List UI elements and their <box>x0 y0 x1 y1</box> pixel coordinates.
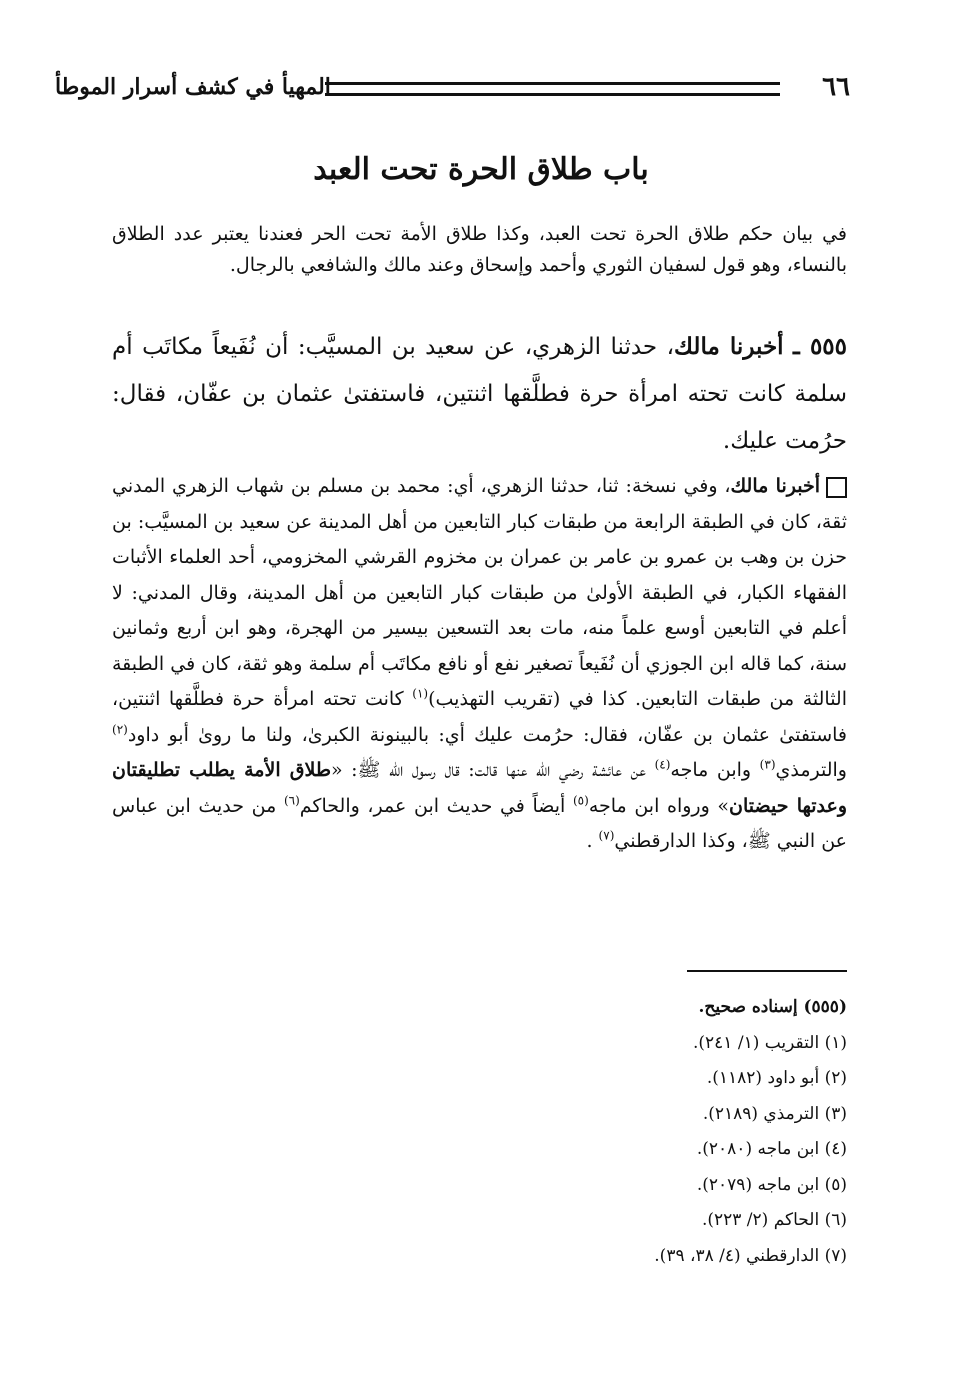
footnote-ref: (٥) <box>572 793 589 808</box>
hadith-number: ٥٥٥ ـ <box>793 333 848 360</box>
footnote-ref: (١) <box>412 686 429 701</box>
footnote-ref: (٦) <box>283 793 300 808</box>
footnote-item: (٤) ابن ماجه (٢٠٨٠). <box>696 1139 847 1159</box>
commentary-part: » ورواه ابن ماجه <box>588 794 730 817</box>
header-double-rule <box>325 82 780 96</box>
commentary-part: وابن ماجه <box>670 759 760 781</box>
footnote-item: (٦) الحاكم (٢/ ٢٢٣). <box>701 1210 847 1230</box>
running-title: المهيأ في كشف أسرار الموطأ <box>55 74 331 100</box>
hadith-text: ، حدثنا الزهري، عن سعيد بن المسيَّب: أن نُفَيعاً مكاتَب أم سلمة كانت تحته امرأة حرة فطلَّقها اثنتين، فاستفتىٰ عثمان بن عفّان، فقال: حرُمت عليك. <box>112 334 847 454</box>
commentary-part: كانت تحته امرأة حرة فطلَّقها اثنتين، فاستفتىٰ عثمان بن عفّان، فقال: حرُمت عليك أي: بالبينونة الكبرىٰ، ولنا ما روىٰ أبو داود <box>112 688 847 746</box>
intro-paragraph: في بيان حكم طلاق الحرة تحت العبد، وكذا طلاق الأمة تحت الحر فعندنا يعتبر عدد الطلاق بالنساء، وهو قول لسفيان الثوري وأحمد وإسحاق وعند مالك والشافعي بالرجال. <box>112 223 847 276</box>
hadith-quote: طلاق الأمة يطلب تطليقتان وعدتها حيضتان <box>112 759 848 817</box>
footnotes-list <box>112 990 847 1274</box>
chapter-title: باب طلاق الحرة تحت العبد <box>313 152 649 187</box>
footnote-item: (٥) ابن ماجه (٢٠٧٩). <box>696 1174 847 1195</box>
footnote-ref: (٢) <box>112 722 128 737</box>
commentary-part: ، وفي نسخة: ثنا، حدثنا الزهري، أي: محمد بن مسلم بن شهاب الزهري المدني ثقة، كان في الطبقة الرابعة من طبقات كبار التابعين من أهل المدينة عن سعيد بن المسيَّب: بن حزن بن وهب بن عمرو بن عامر بن عمران بن مخزوم القرشي المخزومي، أحد العلماء الأثبات الفقهاء الكبار، في الطبقة الأولىٰ من طبقات كبار التابعين من أهل المدينة، وقال المدني: لا أعلم في التابعين أوسع علماً منه، مات بعد التسعين بيسير من الهجرة، وهو ابن أربع وثمانين سنة، كما قاله ابن الجوزي أن نُفَيعاً تصغير نفع أو نافع مكاتَب أم سلمة وهو ثقة، كان في الطبقة الثالثة من طبقات التابعين. كذا في (تقريب التهذيب) <box>112 475 847 710</box>
footnote-item: (٢) أبو داود (١١٨٢). <box>706 1068 847 1088</box>
footnote-item: (٧) الدارقطني (٤/ ٣٨، ٣٩). <box>654 1245 847 1266</box>
footnote-ref: (٣) <box>759 757 776 772</box>
footnote-item: (٣) الترمذي (٢١٨٩). <box>702 1103 847 1124</box>
commentary-paragraph <box>112 469 847 860</box>
footnote-item: (٥٥٥) إسناده صحيح. <box>698 997 847 1017</box>
footnote-item: (١) التقريب (١/ ٢٤١). <box>692 1032 847 1053</box>
commentary-part: عن عائشة رضي الله عنها قالت: قال رسول الله ﷺ: « <box>330 759 655 781</box>
commentary-part: من حديث ابن عباس عن النبي ﷺ، وكذا الدارقطني <box>112 794 847 852</box>
hadith-lead: أخبرنا مالك <box>674 333 784 360</box>
page-header <box>55 70 850 106</box>
footnote-separator <box>687 970 847 972</box>
commentary-part: والترمذي <box>775 759 847 781</box>
commentary-lead: أخبرنا مالك <box>730 475 821 497</box>
footnote-ref: (٧) <box>598 828 615 843</box>
square-marker-icon <box>826 477 847 498</box>
commentary-part: . <box>586 830 599 852</box>
hadith-paragraph <box>112 323 847 465</box>
page-number: ٦٦ <box>822 72 850 102</box>
commentary-part: أيضاً في حديث ابن عمر، والحاكم <box>299 794 573 817</box>
footnote-ref: (٤) <box>654 757 671 772</box>
